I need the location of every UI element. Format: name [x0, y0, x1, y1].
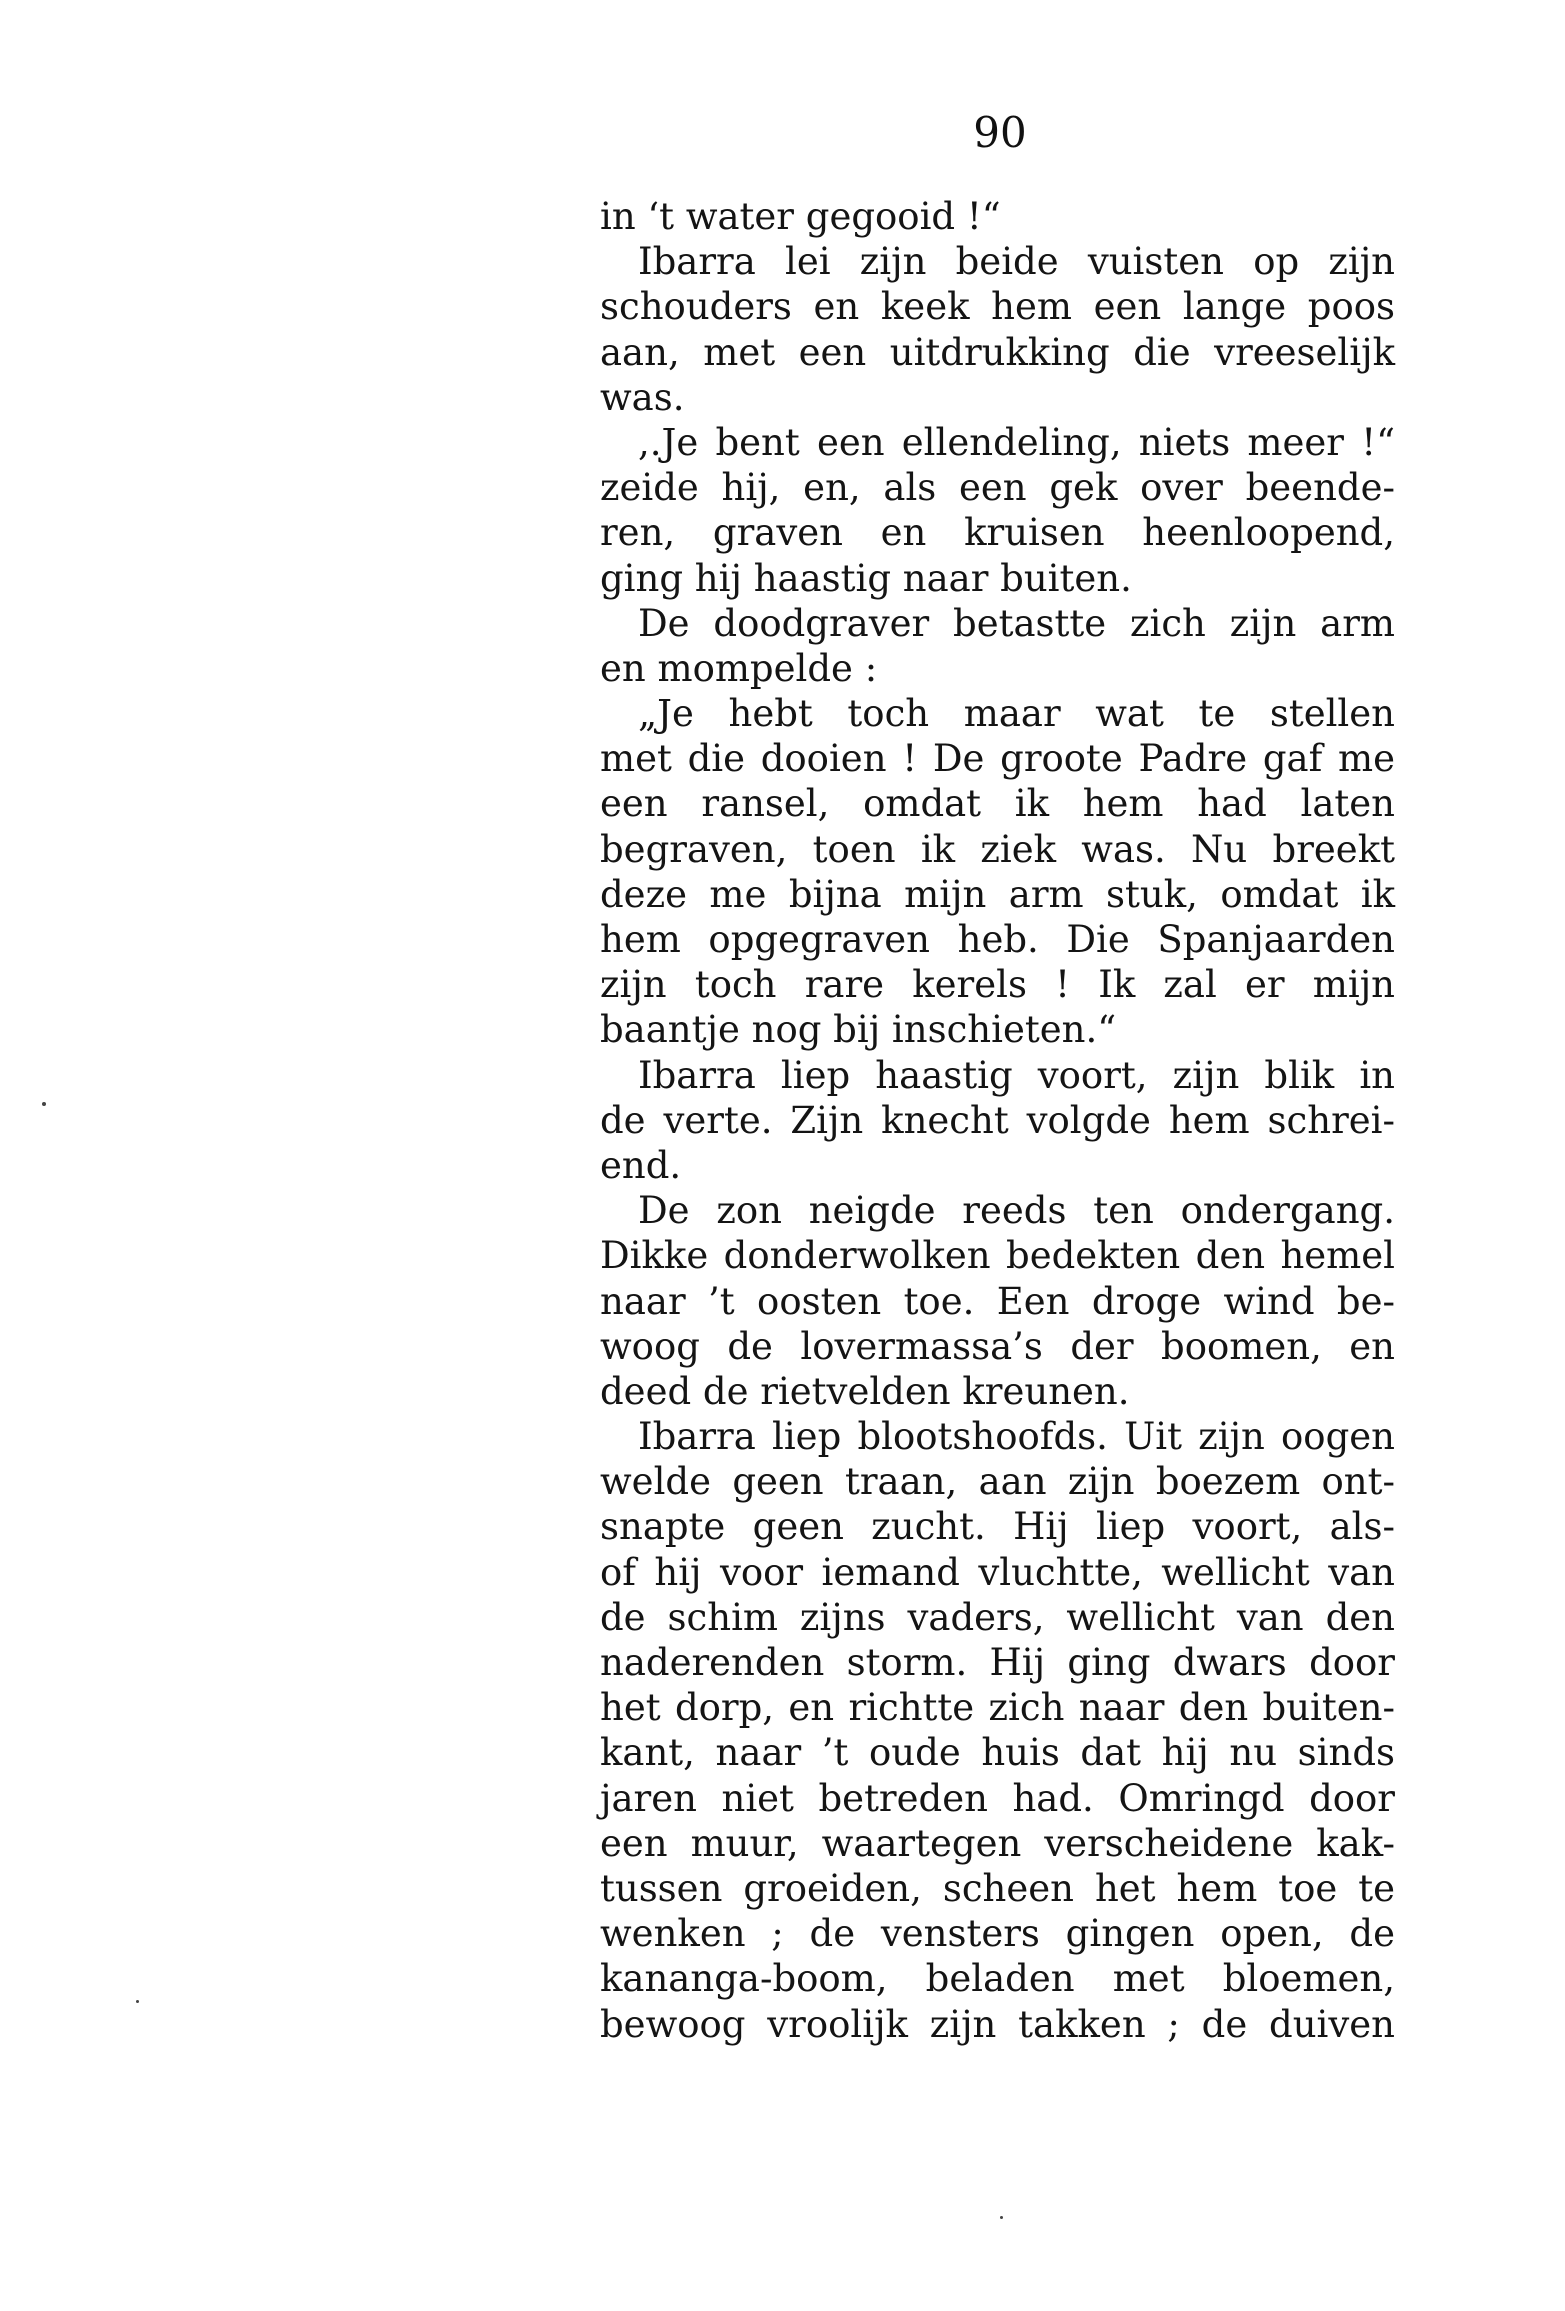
text-line: tussen groeiden, scheen het hem toe te	[600, 1866, 1395, 1910]
text-line: was.	[600, 375, 685, 419]
text-line: hem opgegraven heb. Die Spanjaarden	[600, 918, 1395, 961]
text-line: zijn toch rare kerels ! Ik zal er mijn	[600, 963, 1395, 1007]
text-line: het dorp, en richtte zich naar den buiten-	[600, 1686, 1395, 1730]
text-line: kananga-boom, beladen met bloemen,	[600, 1957, 1395, 2001]
text-line: wenken ; de vensters gingen open, de	[600, 1912, 1395, 1956]
text-line: De doodgraver betastte zich zijn arm	[638, 601, 1395, 645]
text-line: woog de lovermassa’s der boomen, en	[600, 1324, 1395, 1368]
text-line: snapte geen zucht. Hij liep voort, als-	[600, 1505, 1395, 1549]
text-line: ren, graven en kruisen heenloopend,	[600, 511, 1395, 555]
text-line: in ‘t water gegooid !“	[600, 195, 1001, 238]
text-line: een muur, waartegen verscheidene kak-	[600, 1821, 1395, 1865]
text-line: of hij voor iemand vluchtte, wellicht van	[600, 1550, 1395, 1594]
text-line: een ransel, omdat ik hem had laten	[600, 782, 1395, 826]
text-line: Ibarra liep blootshoofds. Uit zijn oogen	[638, 1415, 1395, 1459]
text-line: welde geen traan, aan zijn boezem ont-	[600, 1460, 1395, 1504]
text-line: Dikke donderwolken bedekten den hemel	[600, 1234, 1395, 1278]
text-line: ,.Je bent een ellendeling, niets meer !“	[638, 420, 1395, 464]
text-line: aan, met een uitdrukking die vreeselijk	[600, 330, 1395, 374]
text-line: deze me bijna mijn arm stuk, omdat ik	[600, 872, 1395, 916]
text-line: jaren niet betreden had. Omringd door	[600, 1776, 1395, 1820]
text-line: begraven, toen ik ziek was. Nu breekt	[600, 827, 1395, 871]
text-line: baantje nog bij inschieten.“	[600, 1008, 1117, 1052]
text-line: naar ’t oosten toe. Een droge wind be-	[600, 1279, 1395, 1323]
body-text	[600, 194, 1395, 2047]
text-line: end.	[600, 1143, 682, 1187]
print-speck	[136, 2000, 139, 2003]
text-line: kant, naar ’t oude huis dat hij nu sinds	[600, 1731, 1395, 1775]
text-line: Ibarra lei zijn beide vuisten op zijn	[638, 240, 1395, 284]
print-speck	[42, 1102, 46, 1106]
text-line: de verte. Zijn knecht volgde hem schrei-	[600, 1098, 1395, 1142]
page-number: 90	[973, 108, 1027, 157]
text-line: De zon neigde reeds ten ondergang.	[638, 1189, 1395, 1233]
print-speck	[1000, 2216, 1003, 2219]
text-line: ging hij haastig naar buiten.	[600, 556, 1132, 600]
text-line: en mompelde :	[600, 646, 878, 690]
text-line: zeide hij, en, als een gek over beende-	[600, 466, 1395, 510]
text-line: met die dooien ! De groote Padre gaf me	[600, 737, 1395, 781]
text-line: de schim zijns vaders, wellicht van den	[600, 1595, 1395, 1639]
text-line: deed de rietvelden kreunen.	[600, 1369, 1130, 1413]
text-line: Ibarra liep haastig voort, zijn blik in	[638, 1053, 1395, 1097]
text-line: naderenden storm. Hij ging dwars door	[600, 1641, 1395, 1684]
text-line: bewoog vroolijk zijn takken ; de duiven	[600, 2002, 1395, 2046]
text-line: schouders en keek hem een lange poos	[600, 285, 1395, 329]
text-line: „Je hebt toch maar wat te stellen	[638, 692, 1395, 736]
